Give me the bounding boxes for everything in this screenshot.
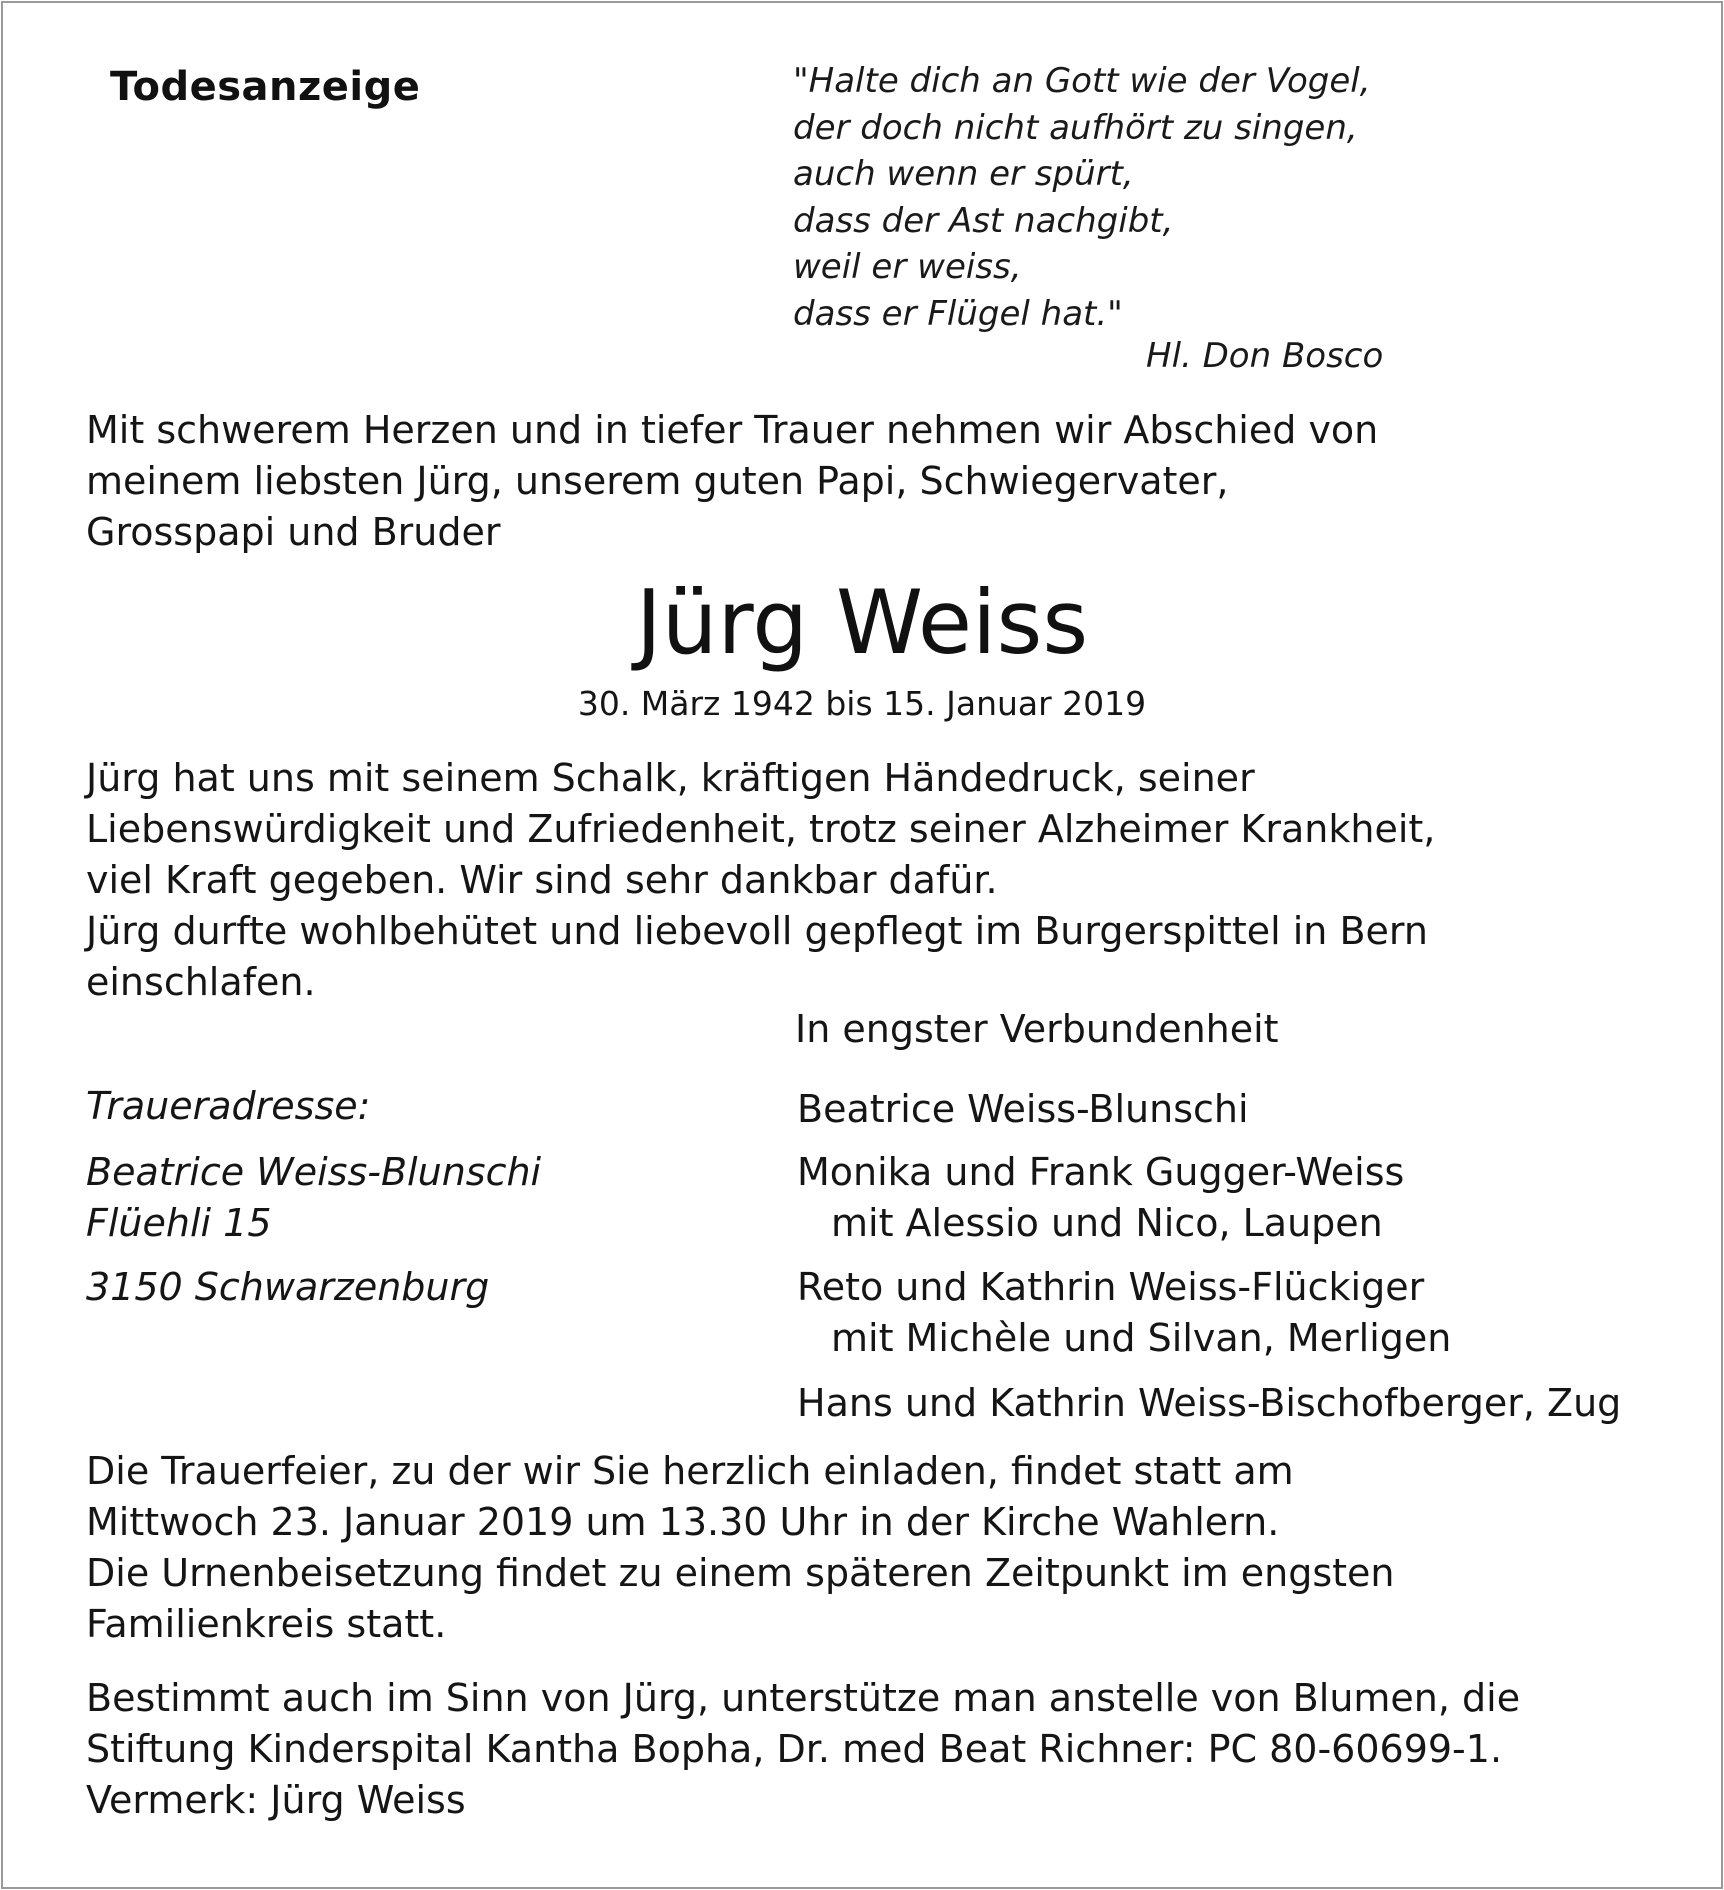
tribute-line: Jürg durfte wohlbehütet und liebevoll gepflegt im Burgerspittel in Bern <box>86 909 1428 953</box>
donation-line: Stiftung Kinderspital Kantha Bopha, Dr. med Beat Richner: PC 80-60699-1. <box>86 1727 1503 1771</box>
tribute-paragraph <box>86 753 1435 1008</box>
family-member: Reto und Kathrin Weiss-Flückiger <box>797 1265 1425 1309</box>
intro-line: Grosspapi und Bruder <box>86 510 501 554</box>
intro-line: meinem liebsten Jürg, unserem guten Papi, Schwiegervater, <box>86 459 1229 503</box>
ceremony-line: Die Trauerfeier, zu der wir Sie herzlich einladen, findet statt am <box>86 1449 1294 1493</box>
ceremony-paragraph <box>86 1446 1395 1650</box>
life-dates: 30. März 1942 bis 15. Januar 2019 <box>577 684 1147 723</box>
ceremony-line: Mittwoch 23. Januar 2019 um 13.30 Uhr in der Kirche Wahlern. <box>86 1500 1280 1544</box>
address-name: Beatrice Weiss-Blunschi <box>86 1150 542 1194</box>
quote-line: weil er weiss, <box>793 247 1022 287</box>
family-group <box>797 1262 1451 1364</box>
tribute-line: Jürg hat uns mit seinem Schalk, kräftigen Händedruck, seiner <box>86 756 1255 800</box>
tribute-line: einschlafen. <box>86 960 316 1004</box>
family-member: Monika und Frank Gugger-Weiss <box>797 1150 1405 1194</box>
donation-line: Vermerk: Jürg Weiss <box>86 1778 466 1822</box>
bible-quote <box>793 58 1371 337</box>
quote-line: auch wenn er spürt, <box>793 154 1134 194</box>
family-children: mit Michèle und Silvan, Merligen <box>831 1316 1452 1360</box>
family-children: mit Alessio und Nico, Laupen <box>831 1201 1383 1245</box>
address-street: Flüehli 15 <box>86 1201 272 1245</box>
notice-heading: Todesanzeige <box>110 64 421 110</box>
quote-author: Hl. Don Bosco <box>1146 336 1384 376</box>
ceremony-line: Die Urnenbeisetzung findet zu einem späteren Zeitpunkt im engsten <box>86 1551 1395 1595</box>
quote-line: dass der Ast nachgibt, <box>793 200 1174 241</box>
family-group <box>797 1147 1404 1249</box>
deceased-name: Jürg Weiss <box>635 571 1089 674</box>
donation-line: Bestimmt auch im Sinn von Jürg, unterstütze man anstelle von Blumen, die <box>86 1676 1521 1720</box>
quote-line: dass er Flügel hat." <box>793 293 1123 334</box>
family-member: Beatrice Weiss-Blunschi <box>797 1087 1249 1131</box>
ceremony-line: Familienkreis statt. <box>86 1602 447 1646</box>
family-member: Hans und Kathrin Weiss-Bischofberger, Zug <box>797 1381 1622 1425</box>
closing-phrase: In engster Verbundenheit <box>795 1007 1279 1051</box>
intro-paragraph <box>86 405 1378 558</box>
intro-line: Mit schwerem Herzen und in tiefer Trauer nehmen wir Abschied von <box>86 408 1379 452</box>
tribute-line: viel Kraft gegeben. Wir sind sehr dankbar dafür. <box>86 858 998 902</box>
address-city: 3150 Schwarzenburg <box>86 1265 490 1309</box>
quote-line: "Halte dich an Gott wie der Vogel, <box>793 61 1371 101</box>
quote-line: der doch nicht aufhört zu singen, <box>793 107 1358 148</box>
address-block <box>86 1147 541 1249</box>
donation-paragraph <box>86 1673 1520 1826</box>
mourning-address-label: Traueradresse: <box>86 1084 371 1128</box>
tribute-line: Liebenswürdigkeit und Zufriedenheit, trotz seiner Alzheimer Krankheit, <box>86 807 1436 851</box>
